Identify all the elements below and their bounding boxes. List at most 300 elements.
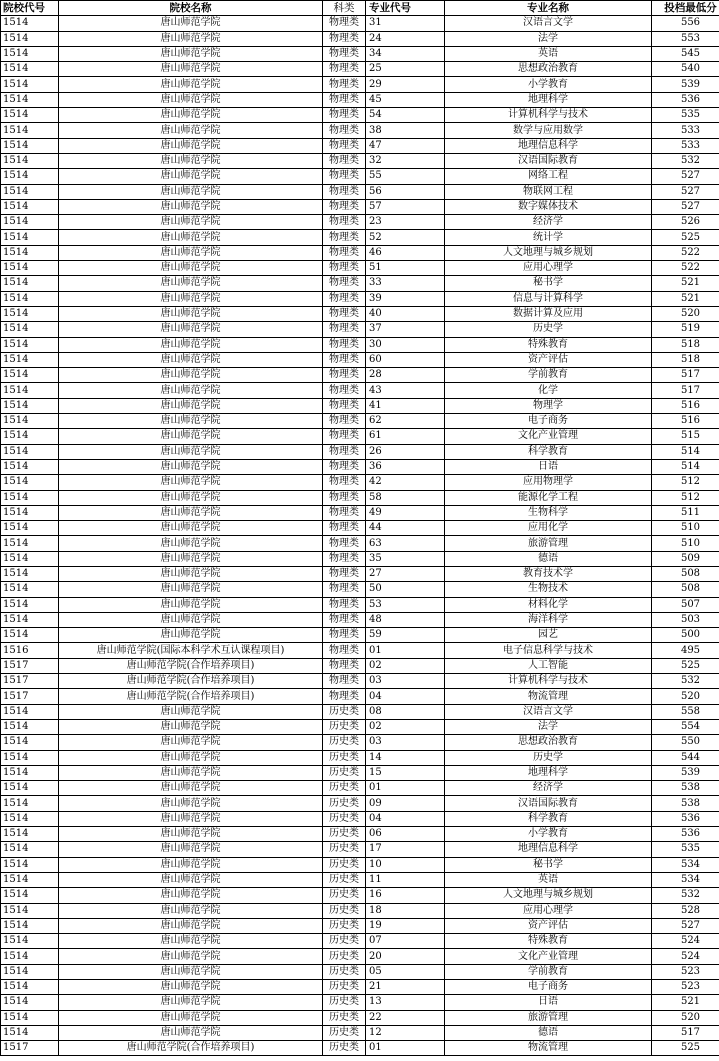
table-row [1,536,719,551]
cell-major-code: 23 [366,215,445,230]
table-row [1,199,719,214]
cell-school-name: 唐山师范学院 [59,628,323,643]
cell-min-score: 536 [652,827,719,842]
cell-min-score: 527 [652,199,719,214]
cell-category: 历史类 [323,934,366,949]
cell-school-name: 唐山师范学院 [59,429,323,444]
cell-category: 物理类 [323,62,366,77]
cell-school-name: 唐山师范学院 [59,597,323,612]
cell-min-score: 509 [652,551,719,566]
cell-major-code: 45 [366,92,445,107]
table-row [1,949,719,964]
cell-major-code: 55 [366,169,445,184]
cell-school-code: 1514 [1,245,59,260]
cell-major-name: 小学教育 [445,827,652,842]
cell-category: 物理类 [323,612,366,627]
cell-major-name: 旅游管理 [445,1010,652,1025]
cell-school-code: 1514 [1,291,59,306]
cell-major-name: 物联网工程 [445,184,652,199]
cell-min-score: 528 [652,903,719,918]
cell-category: 历史类 [323,765,366,780]
table-row [1,842,719,857]
cell-min-score: 536 [652,811,719,826]
cell-school-name: 唐山师范学院 [59,368,323,383]
cell-min-score: 527 [652,169,719,184]
cell-min-score: 532 [652,888,719,903]
table-row [1,475,719,490]
cell-major-name: 物流管理 [445,1041,652,1056]
cell-school-name: 唐山师范学院 [59,398,323,413]
cell-category: 物理类 [323,505,366,520]
cell-major-name: 资产评估 [445,918,652,933]
cell-major-name: 文化产业管理 [445,429,652,444]
cell-category: 物理类 [323,521,366,536]
cell-school-name: 唐山师范学院(合作培养项目) [59,1041,323,1056]
header-major-code: 专业代号 [366,1,445,16]
cell-category: 历史类 [323,735,366,750]
cell-major-code: 13 [366,995,445,1010]
cell-school-code: 1514 [1,964,59,979]
cell-category: 物理类 [323,184,366,199]
table-row [1,674,719,689]
cell-school-name: 唐山师范学院 [59,735,323,750]
cell-school-code: 1514 [1,521,59,536]
cell-category: 历史类 [323,888,366,903]
cell-major-name: 网络工程 [445,169,652,184]
cell-major-code: 25 [366,62,445,77]
cell-major-name: 海洋科学 [445,612,652,627]
cell-school-code: 1514 [1,62,59,77]
cell-school-name: 唐山师范学院 [59,1025,323,1040]
cell-school-code: 1514 [1,490,59,505]
cell-school-name: 唐山师范学院 [59,108,323,123]
cell-category: 物理类 [323,46,366,61]
cell-school-name: 唐山师范学院 [59,781,323,796]
table-row [1,62,719,77]
cell-major-name: 化学 [445,383,652,398]
cell-category: 物理类 [323,566,366,581]
cell-school-code: 1514 [1,980,59,995]
cell-school-code: 1514 [1,888,59,903]
table-row [1,918,719,933]
cell-school-code: 1514 [1,398,59,413]
cell-min-score: 516 [652,414,719,429]
table-row [1,750,719,765]
cell-school-name: 唐山师范学院 [59,980,323,995]
cell-major-code: 52 [366,230,445,245]
cell-major-name: 人文地理与城乡规划 [445,888,652,903]
cell-min-score: 553 [652,31,719,46]
cell-category: 物理类 [323,230,366,245]
table-row [1,383,719,398]
table-row [1,352,719,367]
cell-school-code: 1514 [1,1010,59,1025]
cell-category: 物理类 [323,352,366,367]
cell-major-name: 汉语言文学 [445,704,652,719]
cell-school-name: 唐山师范学院 [59,337,323,352]
cell-school-code: 1514 [1,811,59,826]
cell-major-name: 汉语国际教育 [445,153,652,168]
cell-major-name: 思想政治教育 [445,735,652,750]
cell-school-name: 唐山师范学院(合作培养项目) [59,674,323,689]
cell-school-code: 1514 [1,276,59,291]
cell-min-score: 544 [652,750,719,765]
cell-major-code: 50 [366,582,445,597]
cell-school-code: 1514 [1,153,59,168]
cell-major-name: 应用物理学 [445,475,652,490]
cell-school-code: 1514 [1,750,59,765]
cell-school-code: 1517 [1,674,59,689]
cell-major-name: 英语 [445,46,652,61]
cell-major-name: 地理信息科学 [445,842,652,857]
cell-school-code: 1514 [1,918,59,933]
table-row [1,521,719,536]
cell-school-name: 唐山师范学院 [59,536,323,551]
cell-major-code: 57 [366,199,445,214]
cell-major-code: 40 [366,306,445,321]
cell-school-name: 唐山师范学院 [59,184,323,199]
cell-school-code: 1514 [1,872,59,887]
cell-major-name: 科学教育 [445,811,652,826]
header-major-name: 专业名称 [445,1,652,16]
cell-min-score: 518 [652,337,719,352]
cell-min-score: 524 [652,934,719,949]
cell-major-code: 18 [366,903,445,918]
cell-school-name: 唐山师范学院 [59,827,323,842]
table-row [1,230,719,245]
cell-school-name: 唐山师范学院(合作培养项目) [59,689,323,704]
cell-min-score: 523 [652,964,719,979]
cell-major-name: 文化产业管理 [445,949,652,964]
cell-min-score: 521 [652,291,719,306]
cell-major-code: 06 [366,827,445,842]
cell-school-name: 唐山师范学院 [59,414,323,429]
table-row [1,566,719,581]
table-row [1,429,719,444]
cell-major-code: 43 [366,383,445,398]
header-min-score: 投档最低分 [652,1,719,16]
cell-school-code: 1514 [1,92,59,107]
cell-school-name: 唐山师范学院 [59,459,323,474]
cell-school-name: 唐山师范学院 [59,903,323,918]
table-row [1,827,719,842]
cell-category: 历史类 [323,949,366,964]
cell-school-name: 唐山师范学院 [59,934,323,949]
cell-major-name: 电子信息科学与技术 [445,643,652,658]
cell-school-code: 1514 [1,31,59,46]
cell-major-code: 08 [366,704,445,719]
cell-category: 物理类 [323,658,366,673]
cell-category: 物理类 [323,536,366,551]
cell-category: 物理类 [323,414,366,429]
cell-major-name: 法学 [445,719,652,734]
cell-major-name: 学前教育 [445,964,652,979]
table-row [1,123,719,138]
cell-min-score: 507 [652,597,719,612]
cell-category: 历史类 [323,857,366,872]
table-row [1,108,719,123]
cell-min-score: 516 [652,398,719,413]
cell-major-code: 47 [366,138,445,153]
cell-min-score: 522 [652,245,719,260]
cell-min-score: 534 [652,872,719,887]
cell-major-code: 34 [366,46,445,61]
cell-category: 历史类 [323,1010,366,1025]
cell-min-score: 517 [652,383,719,398]
table-row [1,689,719,704]
cell-school-code: 1514 [1,781,59,796]
cell-major-name: 特殊教育 [445,337,652,352]
cell-major-code: 27 [366,566,445,581]
cell-major-code: 39 [366,291,445,306]
cell-school-code: 1514 [1,704,59,719]
cell-category: 历史类 [323,872,366,887]
cell-major-name: 计算机科学与技术 [445,108,652,123]
cell-major-code: 41 [366,398,445,413]
table-row [1,505,719,520]
cell-category: 物理类 [323,398,366,413]
table-row [1,444,719,459]
cell-major-name: 数学与应用数学 [445,123,652,138]
cell-school-name: 唐山师范学院 [59,719,323,734]
cell-major-name: 经济学 [445,215,652,230]
cell-school-code: 1514 [1,169,59,184]
cell-major-code: 20 [366,949,445,964]
cell-major-code: 11 [366,872,445,887]
cell-school-name: 唐山师范学院 [59,704,323,719]
cell-school-name: 唐山师范学院 [59,62,323,77]
cell-major-name: 信息与计算科学 [445,291,652,306]
cell-major-code: 60 [366,352,445,367]
cell-school-name: 唐山师范学院 [59,505,323,520]
table-row [1,215,719,230]
table-row [1,459,719,474]
table-row [1,903,719,918]
cell-major-code: 38 [366,123,445,138]
cell-school-name: 唐山师范学院(合作培养项目) [59,658,323,673]
cell-school-code: 1514 [1,719,59,734]
cell-category: 历史类 [323,1041,366,1056]
cell-school-name: 唐山师范学院 [59,551,323,566]
cell-min-score: 511 [652,505,719,520]
cell-school-name: 唐山师范学院 [59,811,323,826]
cell-major-name: 特殊教育 [445,934,652,949]
cell-category: 物理类 [323,368,366,383]
cell-category: 历史类 [323,995,366,1010]
cell-category: 物理类 [323,444,366,459]
cell-major-code: 36 [366,459,445,474]
cell-major-code: 07 [366,934,445,949]
cell-min-score: 521 [652,276,719,291]
cell-school-name: 唐山师范学院(国际本科学术互认课程项目) [59,643,323,658]
cell-major-code: 14 [366,750,445,765]
cell-major-name: 地理信息科学 [445,138,652,153]
cell-min-score: 539 [652,77,719,92]
cell-category: 历史类 [323,964,366,979]
cell-school-name: 唐山师范学院 [59,123,323,138]
cell-school-code: 1514 [1,46,59,61]
cell-school-code: 1514 [1,582,59,597]
cell-category: 历史类 [323,842,366,857]
cell-school-code: 1514 [1,383,59,398]
cell-major-name: 英语 [445,872,652,887]
cell-major-name: 电子商务 [445,414,652,429]
cell-major-code: 05 [366,964,445,979]
cell-school-code: 1514 [1,261,59,276]
cell-category: 历史类 [323,903,366,918]
table-row [1,781,719,796]
table-row [1,92,719,107]
table-row [1,980,719,995]
cell-min-score: 522 [652,261,719,276]
cell-major-name: 秘书学 [445,276,652,291]
cell-major-name: 电子商务 [445,980,652,995]
cell-major-code: 02 [366,719,445,734]
cell-major-name: 资产评估 [445,352,652,367]
cell-major-name: 材料化学 [445,597,652,612]
cell-major-code: 46 [366,245,445,260]
cell-school-code: 1514 [1,628,59,643]
cell-min-score: 534 [652,857,719,872]
cell-school-code: 1514 [1,536,59,551]
cell-school-code: 1514 [1,352,59,367]
cell-school-name: 唐山师范学院 [59,77,323,92]
cell-category: 历史类 [323,811,366,826]
cell-major-code: 53 [366,597,445,612]
cell-major-code: 17 [366,842,445,857]
cell-min-score: 558 [652,704,719,719]
table-row [1,245,719,260]
cell-min-score: 517 [652,368,719,383]
table-row [1,276,719,291]
cell-category: 物理类 [323,322,366,337]
cell-major-name: 日语 [445,459,652,474]
cell-min-score: 554 [652,719,719,734]
cell-category: 物理类 [323,475,366,490]
table-row [1,995,719,1010]
cell-major-code: 58 [366,490,445,505]
cell-major-name: 学前教育 [445,368,652,383]
cell-category: 物理类 [323,153,366,168]
cell-school-code: 1514 [1,199,59,214]
cell-category: 物理类 [323,276,366,291]
cell-major-name: 物理学 [445,398,652,413]
cell-major-code: 01 [366,643,445,658]
cell-major-name: 应用心理学 [445,261,652,276]
cell-school-name: 唐山师范学院 [59,872,323,887]
header-school-code: 院校代号 [1,1,59,16]
cell-major-name: 应用心理学 [445,903,652,918]
cell-major-code: 32 [366,153,445,168]
cell-school-code: 1514 [1,429,59,444]
cell-category: 物理类 [323,77,366,92]
cell-major-code: 30 [366,337,445,352]
cell-min-score: 538 [652,796,719,811]
cell-school-code: 1514 [1,934,59,949]
cell-major-code: 44 [366,521,445,536]
cell-school-code: 1514 [1,857,59,872]
cell-min-score: 500 [652,628,719,643]
cell-major-code: 48 [366,612,445,627]
cell-school-code: 1514 [1,230,59,245]
table-row [1,1010,719,1025]
cell-school-code: 1514 [1,475,59,490]
cell-major-name: 德语 [445,551,652,566]
table-row [1,857,719,872]
table-row [1,368,719,383]
cell-major-code: 01 [366,781,445,796]
header-school-name: 院校名称 [59,1,323,16]
cell-school-name: 唐山师范学院 [59,918,323,933]
cell-school-name: 唐山师范学院 [59,92,323,107]
cell-major-name: 历史学 [445,750,652,765]
cell-min-score: 524 [652,949,719,964]
cell-school-name: 唐山师范学院 [59,169,323,184]
cell-school-name: 唐山师范学院 [59,566,323,581]
table-row [1,46,719,61]
cell-major-name: 汉语言文学 [445,16,652,31]
cell-min-score: 545 [652,46,719,61]
cell-category: 历史类 [323,918,366,933]
cell-major-code: 49 [366,505,445,520]
table-row [1,77,719,92]
cell-min-score: 519 [652,322,719,337]
cell-major-code: 15 [366,765,445,780]
cell-category: 历史类 [323,781,366,796]
table-row [1,796,719,811]
header-row [1,1,719,16]
cell-school-code: 1514 [1,765,59,780]
cell-school-code: 1514 [1,77,59,92]
cell-min-score: 520 [652,306,719,321]
cell-school-code: 1514 [1,368,59,383]
cell-school-name: 唐山师范学院 [59,612,323,627]
cell-category: 历史类 [323,980,366,995]
cell-school-code: 1514 [1,903,59,918]
cell-min-score: 518 [652,352,719,367]
cell-school-name: 唐山师范学院 [59,949,323,964]
cell-major-code: 04 [366,811,445,826]
cell-major-name: 地理科学 [445,92,652,107]
table-row [1,612,719,627]
table-row [1,184,719,199]
cell-major-name: 人工智能 [445,658,652,673]
cell-category: 物理类 [323,490,366,505]
cell-school-name: 唐山师范学院 [59,521,323,536]
cell-major-name: 小学教育 [445,77,652,92]
cell-major-name: 教育技术学 [445,566,652,581]
cell-major-name: 科学教育 [445,444,652,459]
cell-major-name: 秘书学 [445,857,652,872]
cell-school-name: 唐山师范学院 [59,322,323,337]
cell-major-name: 思想政治教育 [445,62,652,77]
cell-category: 物理类 [323,31,366,46]
cell-school-name: 唐山师范学院 [59,31,323,46]
cell-school-code: 1516 [1,643,59,658]
cell-school-code: 1514 [1,505,59,520]
cell-major-name: 数据计算及应用 [445,306,652,321]
cell-major-name: 生物技术 [445,582,652,597]
cell-min-score: 517 [652,1025,719,1040]
cell-major-code: 33 [366,276,445,291]
cell-major-code: 09 [366,796,445,811]
cell-school-code: 1514 [1,735,59,750]
cell-school-code: 1514 [1,138,59,153]
cell-min-score: 526 [652,215,719,230]
cell-category: 物理类 [323,459,366,474]
cell-school-code: 1514 [1,414,59,429]
cell-school-name: 唐山师范学院 [59,230,323,245]
